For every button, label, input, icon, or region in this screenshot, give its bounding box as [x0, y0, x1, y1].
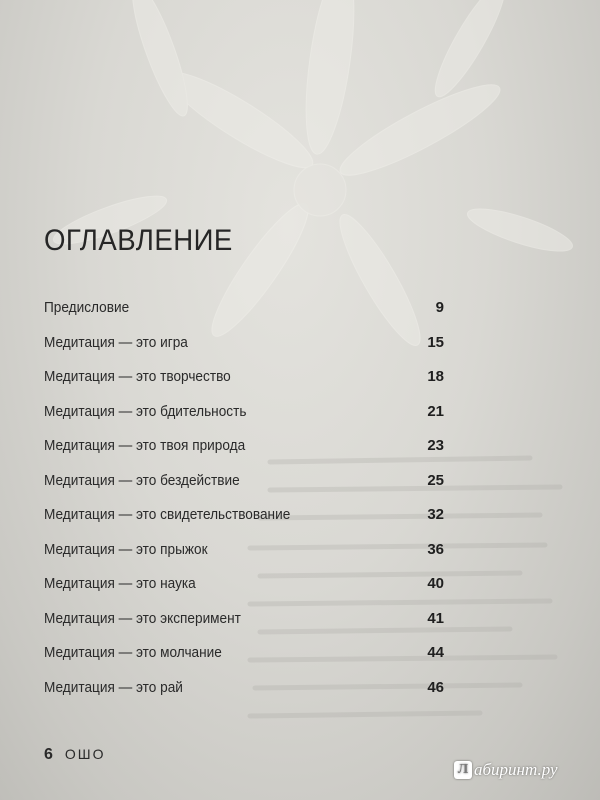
running-head-author: ОШО: [64, 746, 106, 762]
toc-entry-title: Медитация — это прыжок: [44, 541, 208, 558]
toc-entry-page: 23: [427, 437, 444, 454]
labirint-logo-icon: Л: [454, 761, 472, 779]
toc-entry-page: 41: [427, 609, 444, 627]
toc-entry[interactable]: [44, 437, 444, 472]
toc-list: [44, 299, 444, 713]
toc-entry[interactable]: [44, 610, 444, 645]
toc-heading: ОГЛАВЛЕНИЕ: [44, 224, 233, 257]
toc-entry-title: Медитация — это свидетельствование: [44, 507, 291, 523]
toc-entry[interactable]: [44, 368, 444, 403]
toc-entry[interactable]: [44, 679, 444, 714]
toc-entry-title: Медитация — это молчание: [44, 645, 222, 661]
toc-entry[interactable]: [44, 299, 444, 334]
toc-entry-page: 36: [427, 540, 444, 558]
toc-entry[interactable]: [44, 644, 444, 679]
toc-entry-page: 18: [427, 368, 444, 385]
toc-entry-page: 15: [427, 333, 444, 351]
toc-entry-page: 46: [427, 678, 444, 696]
toc-entry-page: 44: [427, 644, 444, 661]
toc-entry-page: 32: [427, 506, 444, 523]
toc-entry-page: 40: [427, 575, 444, 592]
toc-entry-title: Медитация — это твоя природа: [44, 438, 246, 454]
toc-entry[interactable]: [44, 575, 444, 610]
toc-entry-title: Медитация — это рай: [44, 679, 183, 696]
toc-entry[interactable]: [44, 541, 444, 576]
watermark-text: абиринт.ру: [474, 760, 558, 779]
toc-entry-title: Медитация — это бдительность: [44, 403, 247, 420]
toc-entry[interactable]: [44, 403, 444, 438]
page-footer: [44, 746, 106, 764]
toc-entry-page: 21: [427, 402, 444, 420]
toc-entry-title: Медитация — это игра: [44, 334, 188, 351]
toc-entry-title: Медитация — это бездействие: [44, 472, 240, 489]
toc-entry-page: 9: [435, 299, 444, 316]
toc-entry-title: Медитация — это наука: [44, 576, 196, 592]
toc-entry[interactable]: [44, 472, 444, 507]
toc-entry-page: 25: [427, 471, 444, 489]
toc-entry-title: Медитация — это эксперимент: [44, 610, 241, 627]
toc-entry[interactable]: [44, 334, 444, 369]
toc-entry-title: Предисловие: [44, 300, 130, 316]
labirint-watermark: [454, 760, 558, 780]
toc-entry-title: Медитация — это творчество: [44, 369, 231, 385]
toc-entry[interactable]: [44, 506, 444, 541]
page-number: 6: [44, 746, 53, 763]
